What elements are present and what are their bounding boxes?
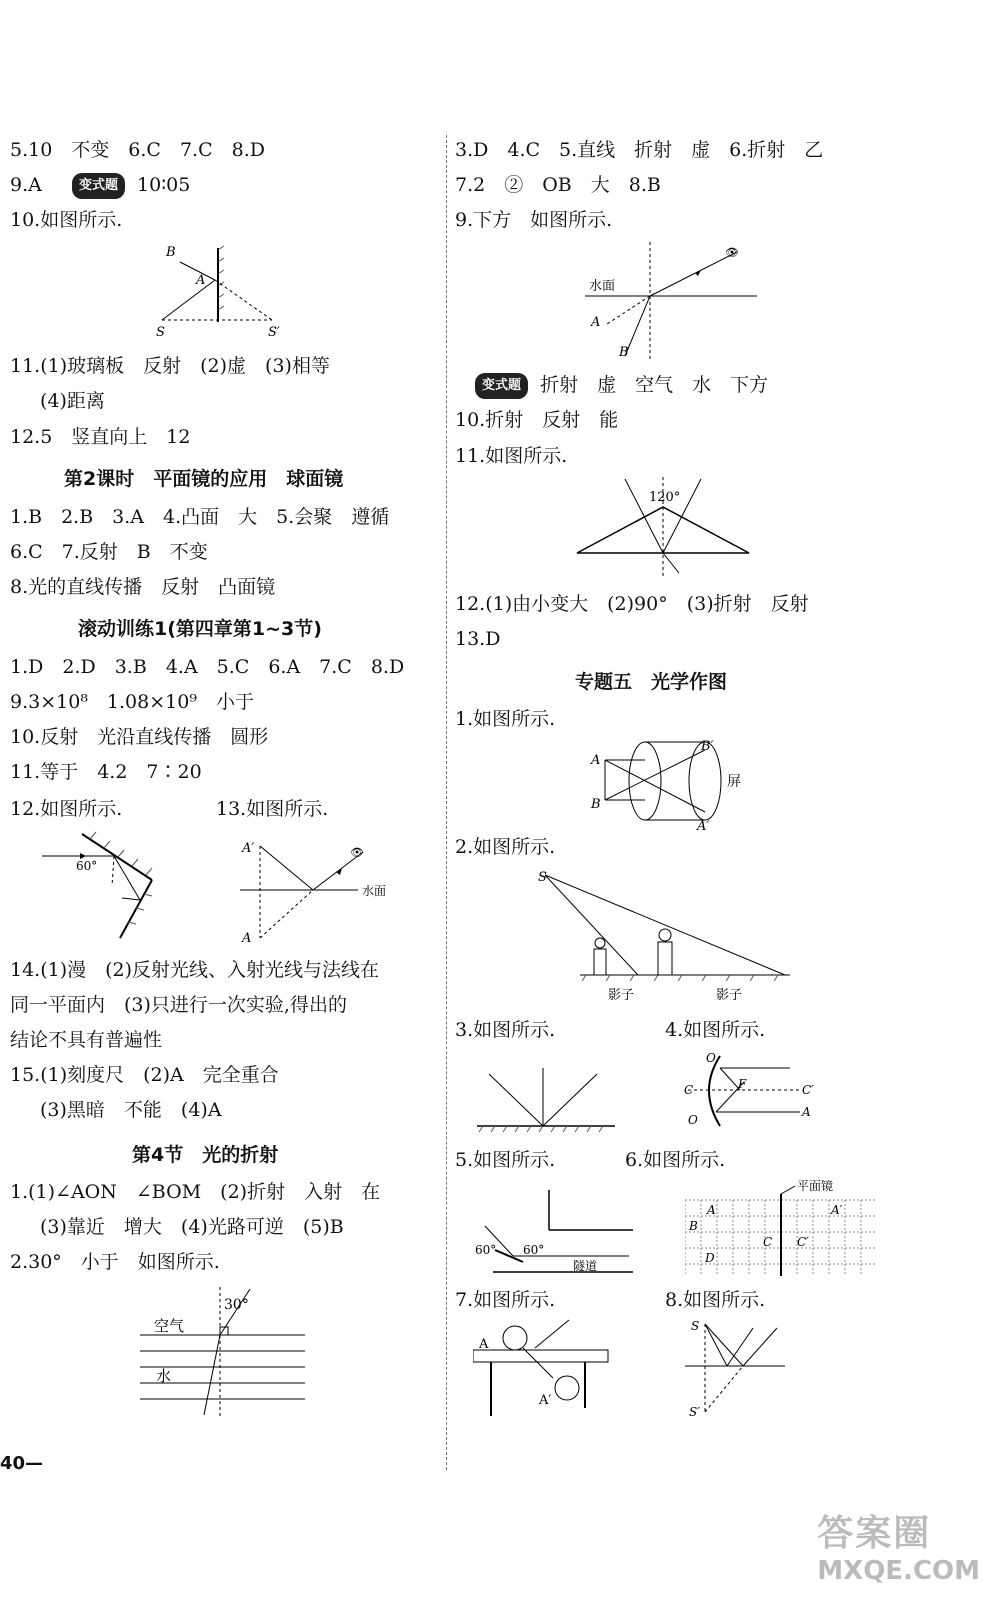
figure-s6-grid-mirror [685,1180,885,1280]
answer-line: 13.如图所示. [216,798,329,820]
figure-13-water-reflection [238,838,398,948]
figure-s4-concave-mirror [680,1052,820,1132]
answer-line: 10.折射 反射 能 [455,409,619,431]
figure-2-refraction [140,1285,310,1420]
figure-12-mirror-angle [40,828,170,943]
answer-line: 1.D 2.D 3.B 4.A 5.C 6.A 7.C 8.D [10,656,405,678]
answer-line: (4)距离 [40,390,105,412]
answer-line: 5.10 不变 6.C 7.C 8.D [10,139,265,161]
answer-line: 14.(1)漫 (2)反射光线、入射光线与法线在 [10,959,380,981]
answer-line: 6.如图所示. [625,1149,726,1171]
label-O: O [688,1113,698,1127]
answer-line: 3.D 4.C 5.直线 折射 虚 6.折射 乙 [455,139,824,161]
label-A-prime: A′ [242,841,255,856]
label-A: A [242,931,252,946]
answer-line: (3)黑暗 不能 (4)A [40,1099,222,1121]
section-heading: 滚动训练1(第四章第1~3节) [78,618,322,640]
answer-line: 11.等于 4.2 7∶20 [10,761,202,783]
person-icon [658,929,672,975]
variant-badge: 变式题 [475,373,528,399]
angle-label: 120° [649,490,681,505]
answer-line: 11.如图所示. [455,445,568,467]
label-S: S [156,325,165,340]
answer-line: 12.5 竖直向上 12 [10,426,191,448]
answer-line: 9.3×10⁸ 1.08×10⁹ 小于 [10,691,254,713]
answer-line: 2.30° 小于 如图所示. [10,1251,220,1273]
water-surface-label: 水面 [362,884,387,898]
section-heading: 第4节 光的折射 [132,1144,279,1166]
answer-line: 结论不具有普遍性 [10,1029,163,1051]
page-number: 40— [0,1453,44,1474]
water-label: 水 [156,1367,172,1385]
section-heading: 第2课时 平面镜的应用 球面镜 [64,468,344,490]
label-A-prime: A′ [697,819,710,831]
answer-line: 4.如图所示. [665,1019,766,1041]
label-S: S [691,1319,700,1333]
water-surface-label: 水面 [589,279,616,294]
answer-line: 1.(1)∠AON ∠BOM (2)折射 入射 在 [10,1181,381,1203]
shadow-label: 影子 [608,988,635,1003]
column-divider [446,135,447,1470]
answer-line: 同一平面内 (3)只进行一次实验,得出的 [10,994,347,1016]
variant-badge: 变式题 [72,173,125,199]
figure-s7-table [473,1318,618,1418]
label-D: D [705,1251,715,1265]
answer-line: 1.如图所示. [455,708,556,730]
angle-label: 30° [224,1297,249,1313]
angle-label: 60° [76,859,98,873]
answer-line: 13.D [455,628,501,650]
figure-s2-shadows [530,865,800,1005]
answer-line: 12.(1)由小变大 (2)90° (3)折射 反射 [455,593,809,615]
label-S-prime: S′ [268,325,280,340]
figure-11-prism [575,477,755,582]
answer-text: 9.A [10,174,42,196]
mirror-label: 平面镜 [797,1180,834,1193]
person-icon [594,938,606,975]
label-A: A [802,1105,811,1119]
label-B: B [619,345,629,360]
eye-icon: 👁 [725,246,739,259]
answer-line [475,373,768,399]
label-A-prime: A′ [831,1203,843,1217]
label-B: B [166,245,176,260]
answer-line: 10.反射 光沿直线传播 圆形 [10,726,269,748]
answer-line: 9.下方 如图所示. [455,209,613,231]
label-B: B [591,797,601,812]
eye-icon: 👁 [350,846,364,859]
watermark-url: MXQE.COM [817,1556,980,1586]
answer-line: 11.(1)玻璃板 反射 (2)虚 (3)相等 [10,355,330,377]
label-S-prime: S′ [689,1405,700,1418]
label-A: A [591,753,601,768]
figure-s5-tunnel [473,1186,643,1276]
label-B: B [689,1219,698,1233]
label-A: A [591,315,601,330]
angle-label: 60° [475,1243,497,1257]
angle-label: 60° [523,1243,545,1257]
answer-text: 折射 虚 空气 水 下方 [540,374,769,396]
answer-line: 15.(1)刻度尺 (2)A 完全重合 [10,1064,279,1086]
figure-s8-mirror-source [685,1318,795,1418]
answer-line: 3.如图所示. [455,1019,556,1041]
label-C: C [763,1235,773,1249]
tunnel-label: 隧道 [573,1259,598,1273]
label-C-prime: C′ [797,1235,809,1249]
label-S: S [538,870,547,885]
figure-9-water-refraction [585,240,765,365]
watermark-text: 答案圈 [817,1513,932,1554]
answer-line: 10.如图所示. [10,209,123,231]
answer-line: 2.如图所示. [455,836,556,858]
answer-line: (3)靠近 增大 (4)光路可逆 (5)B [40,1216,344,1238]
label-F: F [738,1077,747,1091]
section-heading: 专题五 光学作图 [575,671,728,693]
air-label: 空气 [154,1317,185,1335]
figure-s1-pinhole [585,736,765,831]
label-O: O [706,1052,716,1065]
answer-line: 5.如图所示. [455,1149,556,1171]
figure-10-plane-mirror [150,240,300,340]
label-C-prime: C′ [802,1083,814,1097]
answer-line: 6.C 7.反射 B 不变 [10,541,208,563]
answer-line: 7.如图所示. [455,1289,556,1311]
answer-line: 8.如图所示. [665,1289,766,1311]
shadow-label: 影子 [716,988,743,1003]
label-B-prime: B′ [701,739,714,754]
label-A: A [196,273,206,288]
answer-line [10,173,190,199]
label-C: C [684,1083,694,1097]
answer-text: 10∶05 [137,174,191,196]
answer-line: 1.B 2.B 3.A 4.凸面 大 5.会聚 遵循 [10,506,390,528]
figure-s3-reflection [475,1066,625,1136]
label-A-prime: A′ [539,1393,552,1408]
answer-line: 12.如图所示. [10,798,123,820]
label-A: A [707,1203,716,1217]
answer-line: 7.2 ② OB 大 8.B [455,174,661,196]
label-A: A [479,1337,489,1352]
screen-label: 屏 [727,774,741,790]
answer-line: 8.光的直线传播 反射 凸面镜 [10,576,276,598]
watermark-logo [817,1505,980,1586]
